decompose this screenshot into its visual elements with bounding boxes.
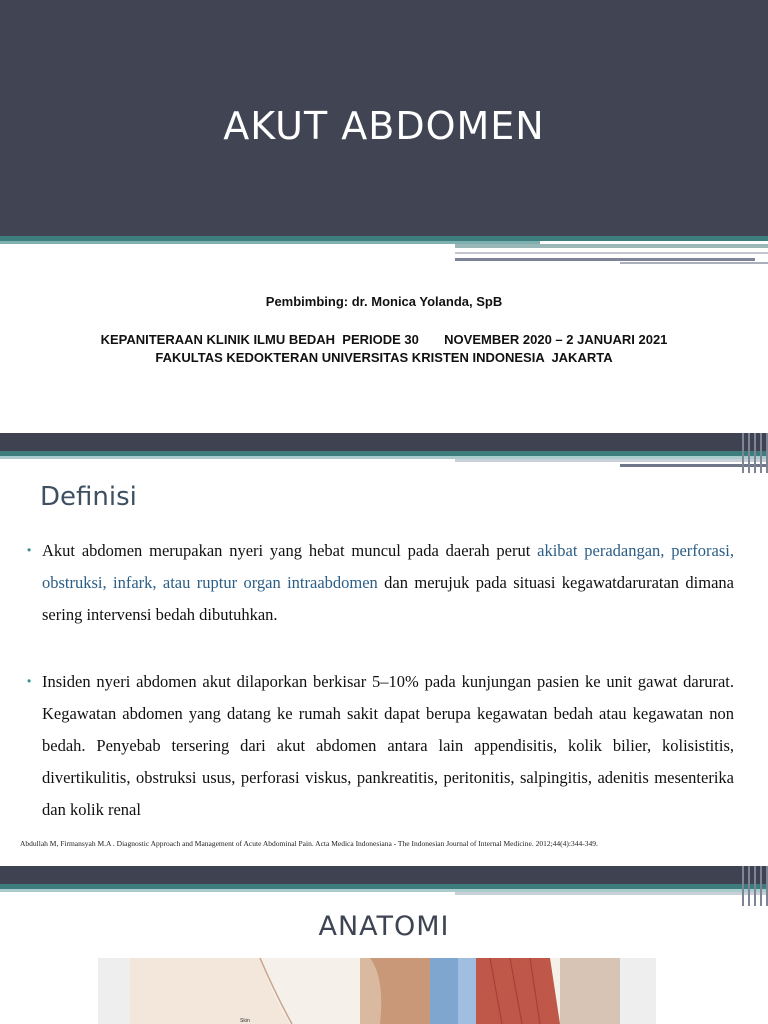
section-heading: ANATOMI: [318, 911, 450, 942]
citation: Abdullah M, Firmansyah M.A . Diagnostic Approach and Management of Acute Abdominal Pain. Acta Medica Indonesiana - The Indonesian Journal of Internal Medicine. 2012;44(4):344-349.: [20, 839, 598, 848]
decorative-stripe: [455, 252, 768, 254]
faculty-line: FAKULTAS KEDOKTERAN UNIVERSITAS KRISTEN INDONESIA JAKARTA: [155, 350, 613, 365]
supervisor-line: Pembimbing: dr. Monica Yolanda, SpB: [265, 294, 503, 309]
decorative-tick: [748, 433, 750, 473]
decorative-tick: [760, 433, 762, 473]
bullet-icon: •: [27, 674, 32, 688]
header-band: [0, 433, 768, 451]
definition-text-end: dan merujuk pada situasi kegawatdaruratan dimana sering intervensi bedah dibutuhkan.: [42, 573, 734, 624]
header-band: [0, 866, 768, 884]
decorative-tick: [754, 433, 756, 473]
decorative-tick: [742, 866, 744, 906]
anatomy-slide: [0, 866, 768, 1024]
decorative-stripe: [620, 464, 768, 467]
decorative-stripe: [620, 262, 768, 264]
decorative-stripe: [455, 244, 768, 248]
definition-paragraph: [42, 535, 734, 631]
incidence-paragraph: Insiden nyeri abdomen akut dilaporkan berkisar 5–10% pada kunjungan pasien ke unit gawat darurat. Kegawatan abdomen yang datang ke rumah sakit dapat berupa kegawatan bedah atau kegawatan non bedah. Penyebab tersering dari akut abdomen antara lain appendisitis, kolik bilier, kolisistitis, divertikulitis, obstruksi usus, perforasi viskus, pankreatitis, peritonitis, salpingitis, adenitis mesenterika dan kolik renal: [42, 672, 734, 819]
anatomy-image: [98, 958, 656, 1024]
title-slide: [0, 0, 768, 430]
definition-highlight: akibat peradangan, perforasi, obstruksi, infark, atau ruptur organ intraabdomen: [42, 541, 734, 592]
program-line: KEPANITERAAN KLINIK ILMU BEDAH PERIODE 30 NOVEMBER 2020 – 2 JANUARI 2021: [100, 332, 668, 347]
bullet-icon: •: [27, 543, 32, 557]
title-band: [0, 0, 768, 236]
decorative-tick: [760, 866, 762, 906]
image-label: Skin: [240, 1018, 250, 1024]
slide-title: AKUT ABDOMEN: [223, 104, 545, 148]
anatomy-illustration: [130, 958, 620, 1024]
decorative-tick: [748, 866, 750, 906]
section-heading: Definisi: [40, 482, 137, 512]
decorative-tick: [754, 866, 756, 906]
definition-text: Akut abdomen merupakan nyeri yang hebat muncul pada daerah perut: [42, 541, 538, 560]
definition-slide: [0, 433, 768, 863]
decorative-stripe: [455, 892, 768, 895]
decorative-stripe: [455, 258, 755, 261]
decorative-stripe: [455, 459, 768, 462]
anatomy-drawing: [130, 958, 620, 1024]
decorative-tick: [742, 433, 744, 473]
